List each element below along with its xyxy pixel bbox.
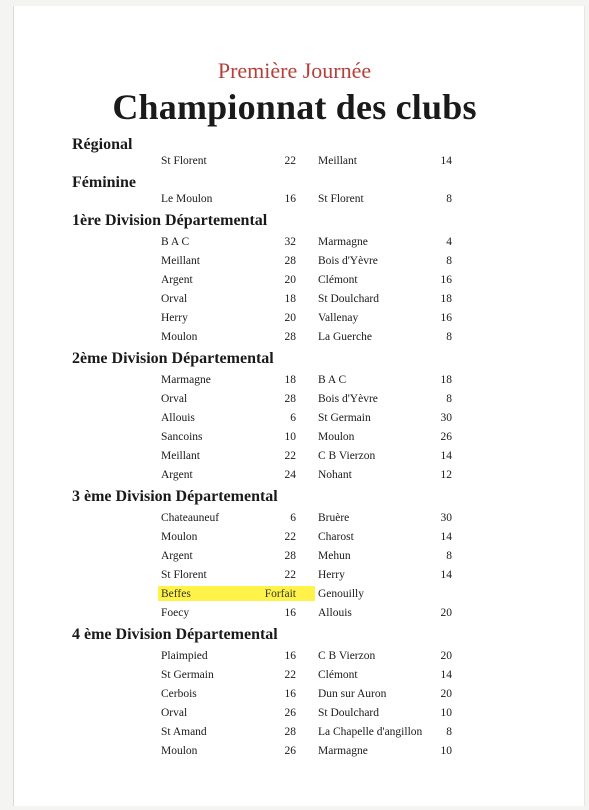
away-score: 8: [446, 255, 452, 267]
match-row: [0, 726, 589, 744]
away-score: 14: [440, 155, 452, 167]
home-score: Forfait: [264, 588, 296, 600]
away-score: 20: [440, 607, 452, 619]
away-team: Bruère: [318, 512, 350, 524]
section-heading: Féminine: [72, 174, 136, 191]
match-row: [0, 331, 589, 349]
section-heading: 4 ème Division Départemental: [72, 626, 278, 643]
away-team: Bois d'Yèvre: [318, 393, 378, 405]
home-score: 28: [284, 331, 296, 343]
home-score: 28: [284, 726, 296, 738]
match-row: [0, 450, 589, 468]
home-score: 18: [284, 293, 296, 305]
home-score: 16: [284, 607, 296, 619]
away-score: 16: [440, 312, 452, 324]
match-row: [0, 707, 589, 725]
away-score: 8: [446, 393, 452, 405]
away-team: Marmagne: [318, 745, 368, 757]
home-team: Foecy: [161, 607, 190, 619]
away-team: St Doulchard: [318, 293, 380, 305]
home-score: 18: [284, 374, 296, 386]
away-score: 16: [440, 274, 452, 286]
away-team: Allouis: [318, 607, 352, 619]
match-row: [0, 293, 589, 311]
match-row: [0, 569, 589, 587]
home-team: St Florent: [161, 155, 207, 167]
home-score: 28: [284, 255, 296, 267]
home-team: Orval: [161, 393, 188, 405]
away-team: Mehun: [318, 550, 351, 562]
away-team: Clémont: [318, 274, 358, 286]
away-score: 8: [446, 331, 452, 343]
away-team: St Doulchard: [318, 707, 380, 719]
home-score: 20: [284, 312, 296, 324]
away-score: 14: [440, 531, 452, 543]
home-score: 24: [284, 469, 296, 481]
home-team: Orval: [161, 707, 188, 719]
home-team: Plaimpied: [161, 650, 208, 662]
home-team: Marmagne: [161, 374, 211, 386]
home-score: 22: [284, 569, 296, 581]
away-team: La Chapelle d'angillon: [318, 726, 423, 738]
away-score: 30: [440, 512, 452, 524]
match-row: [0, 431, 589, 449]
match-row: [0, 688, 589, 706]
home-team: Chateauneuf: [161, 512, 220, 524]
away-team: St Florent: [318, 193, 364, 205]
away-score: 18: [440, 293, 452, 305]
home-score: 22: [284, 155, 296, 167]
home-team: Meillant: [161, 450, 200, 462]
match-row: [0, 155, 589, 173]
home-score: 16: [284, 688, 296, 700]
match-row: [0, 531, 589, 549]
match-row: [0, 236, 589, 254]
away-score: 20: [440, 650, 452, 662]
home-score: 16: [284, 193, 296, 205]
home-team: Sancoins: [161, 431, 203, 443]
match-row: [0, 255, 589, 273]
home-score: 22: [284, 531, 296, 543]
home-team: Beffes: [161, 588, 191, 600]
away-score: 4: [446, 236, 452, 248]
home-score: 10: [284, 431, 296, 443]
home-score: 20: [284, 274, 296, 286]
away-score: 26: [440, 431, 452, 443]
away-score: 18: [440, 374, 452, 386]
away-score: 12: [440, 469, 452, 481]
away-score: 20: [440, 688, 452, 700]
home-score: 28: [284, 550, 296, 562]
away-team: Bois d'Yèvre: [318, 255, 378, 267]
home-score: 32: [284, 236, 296, 248]
home-team: Moulon: [161, 331, 198, 343]
home-score: 22: [284, 669, 296, 681]
section-heading: 3 ème Division Départemental: [72, 488, 278, 505]
home-team: Orval: [161, 293, 188, 305]
section-heading: 1ère Division Départemental: [72, 212, 268, 229]
away-team: Herry: [318, 569, 345, 581]
match-row: [0, 374, 589, 392]
home-team: Le Moulon: [161, 193, 213, 205]
away-team: Marmagne: [318, 236, 368, 248]
away-team: Meillant: [318, 155, 357, 167]
match-row: [0, 550, 589, 568]
away-score: 14: [440, 569, 452, 581]
match-row: [0, 512, 589, 530]
away-score: 8: [446, 193, 452, 205]
away-score: 14: [440, 450, 452, 462]
home-score: 6: [290, 412, 296, 424]
home-team: St Germain: [161, 669, 214, 681]
away-team: Nohant: [318, 469, 352, 481]
home-score: 16: [284, 650, 296, 662]
home-team: Argent: [161, 469, 193, 481]
home-team: Moulon: [161, 531, 198, 543]
home-team: St Amand: [161, 726, 207, 738]
away-team: Moulon: [318, 431, 355, 443]
match-row: [0, 588, 589, 606]
away-team: C B Vierzon: [318, 650, 376, 662]
away-team: B A C: [318, 374, 347, 386]
away-team: La Guerche: [318, 331, 372, 343]
match-row: [0, 412, 589, 430]
home-score: 6: [290, 512, 296, 524]
document-title: Championnat des clubs: [112, 87, 477, 127]
home-team: Allouis: [161, 412, 195, 424]
section-heading: 2ème Division Départemental: [72, 350, 274, 367]
match-row: [0, 745, 589, 763]
home-score: 26: [284, 707, 296, 719]
match-row: [0, 312, 589, 330]
match-row: [0, 393, 589, 411]
away-team: Dun sur Auron: [318, 688, 387, 700]
document-subtitle: Première Journée: [217, 58, 372, 83]
match-row: [0, 469, 589, 487]
home-score: 28: [284, 393, 296, 405]
away-team: C B Vierzon: [318, 450, 376, 462]
home-team: Moulon: [161, 745, 198, 757]
match-row: [0, 193, 589, 211]
away-score: 10: [440, 745, 452, 757]
home-team: Argent: [161, 274, 193, 286]
home-team: Meillant: [161, 255, 200, 267]
away-team: St Germain: [318, 412, 371, 424]
away-score: 8: [446, 550, 452, 562]
home-team: Herry: [161, 312, 188, 324]
match-row: [0, 607, 589, 625]
home-score: 22: [284, 450, 296, 462]
away-team: Genouilly: [318, 588, 364, 600]
away-score: 10: [440, 707, 452, 719]
match-row: [0, 669, 589, 687]
match-row: [0, 274, 589, 292]
away-score: 8: [446, 726, 452, 738]
home-score: 26: [284, 745, 296, 757]
away-score: 30: [440, 412, 452, 424]
away-team: Clémont: [318, 669, 358, 681]
section-heading: Régional: [72, 136, 133, 153]
away-team: Vallenay: [318, 312, 359, 324]
away-score: 14: [440, 669, 452, 681]
home-team: Cerbois: [161, 688, 197, 700]
away-team: Charost: [318, 531, 354, 543]
home-team: B A C: [161, 236, 190, 248]
match-row: [0, 650, 589, 668]
home-team: Argent: [161, 550, 193, 562]
home-team: St Florent: [161, 569, 207, 581]
